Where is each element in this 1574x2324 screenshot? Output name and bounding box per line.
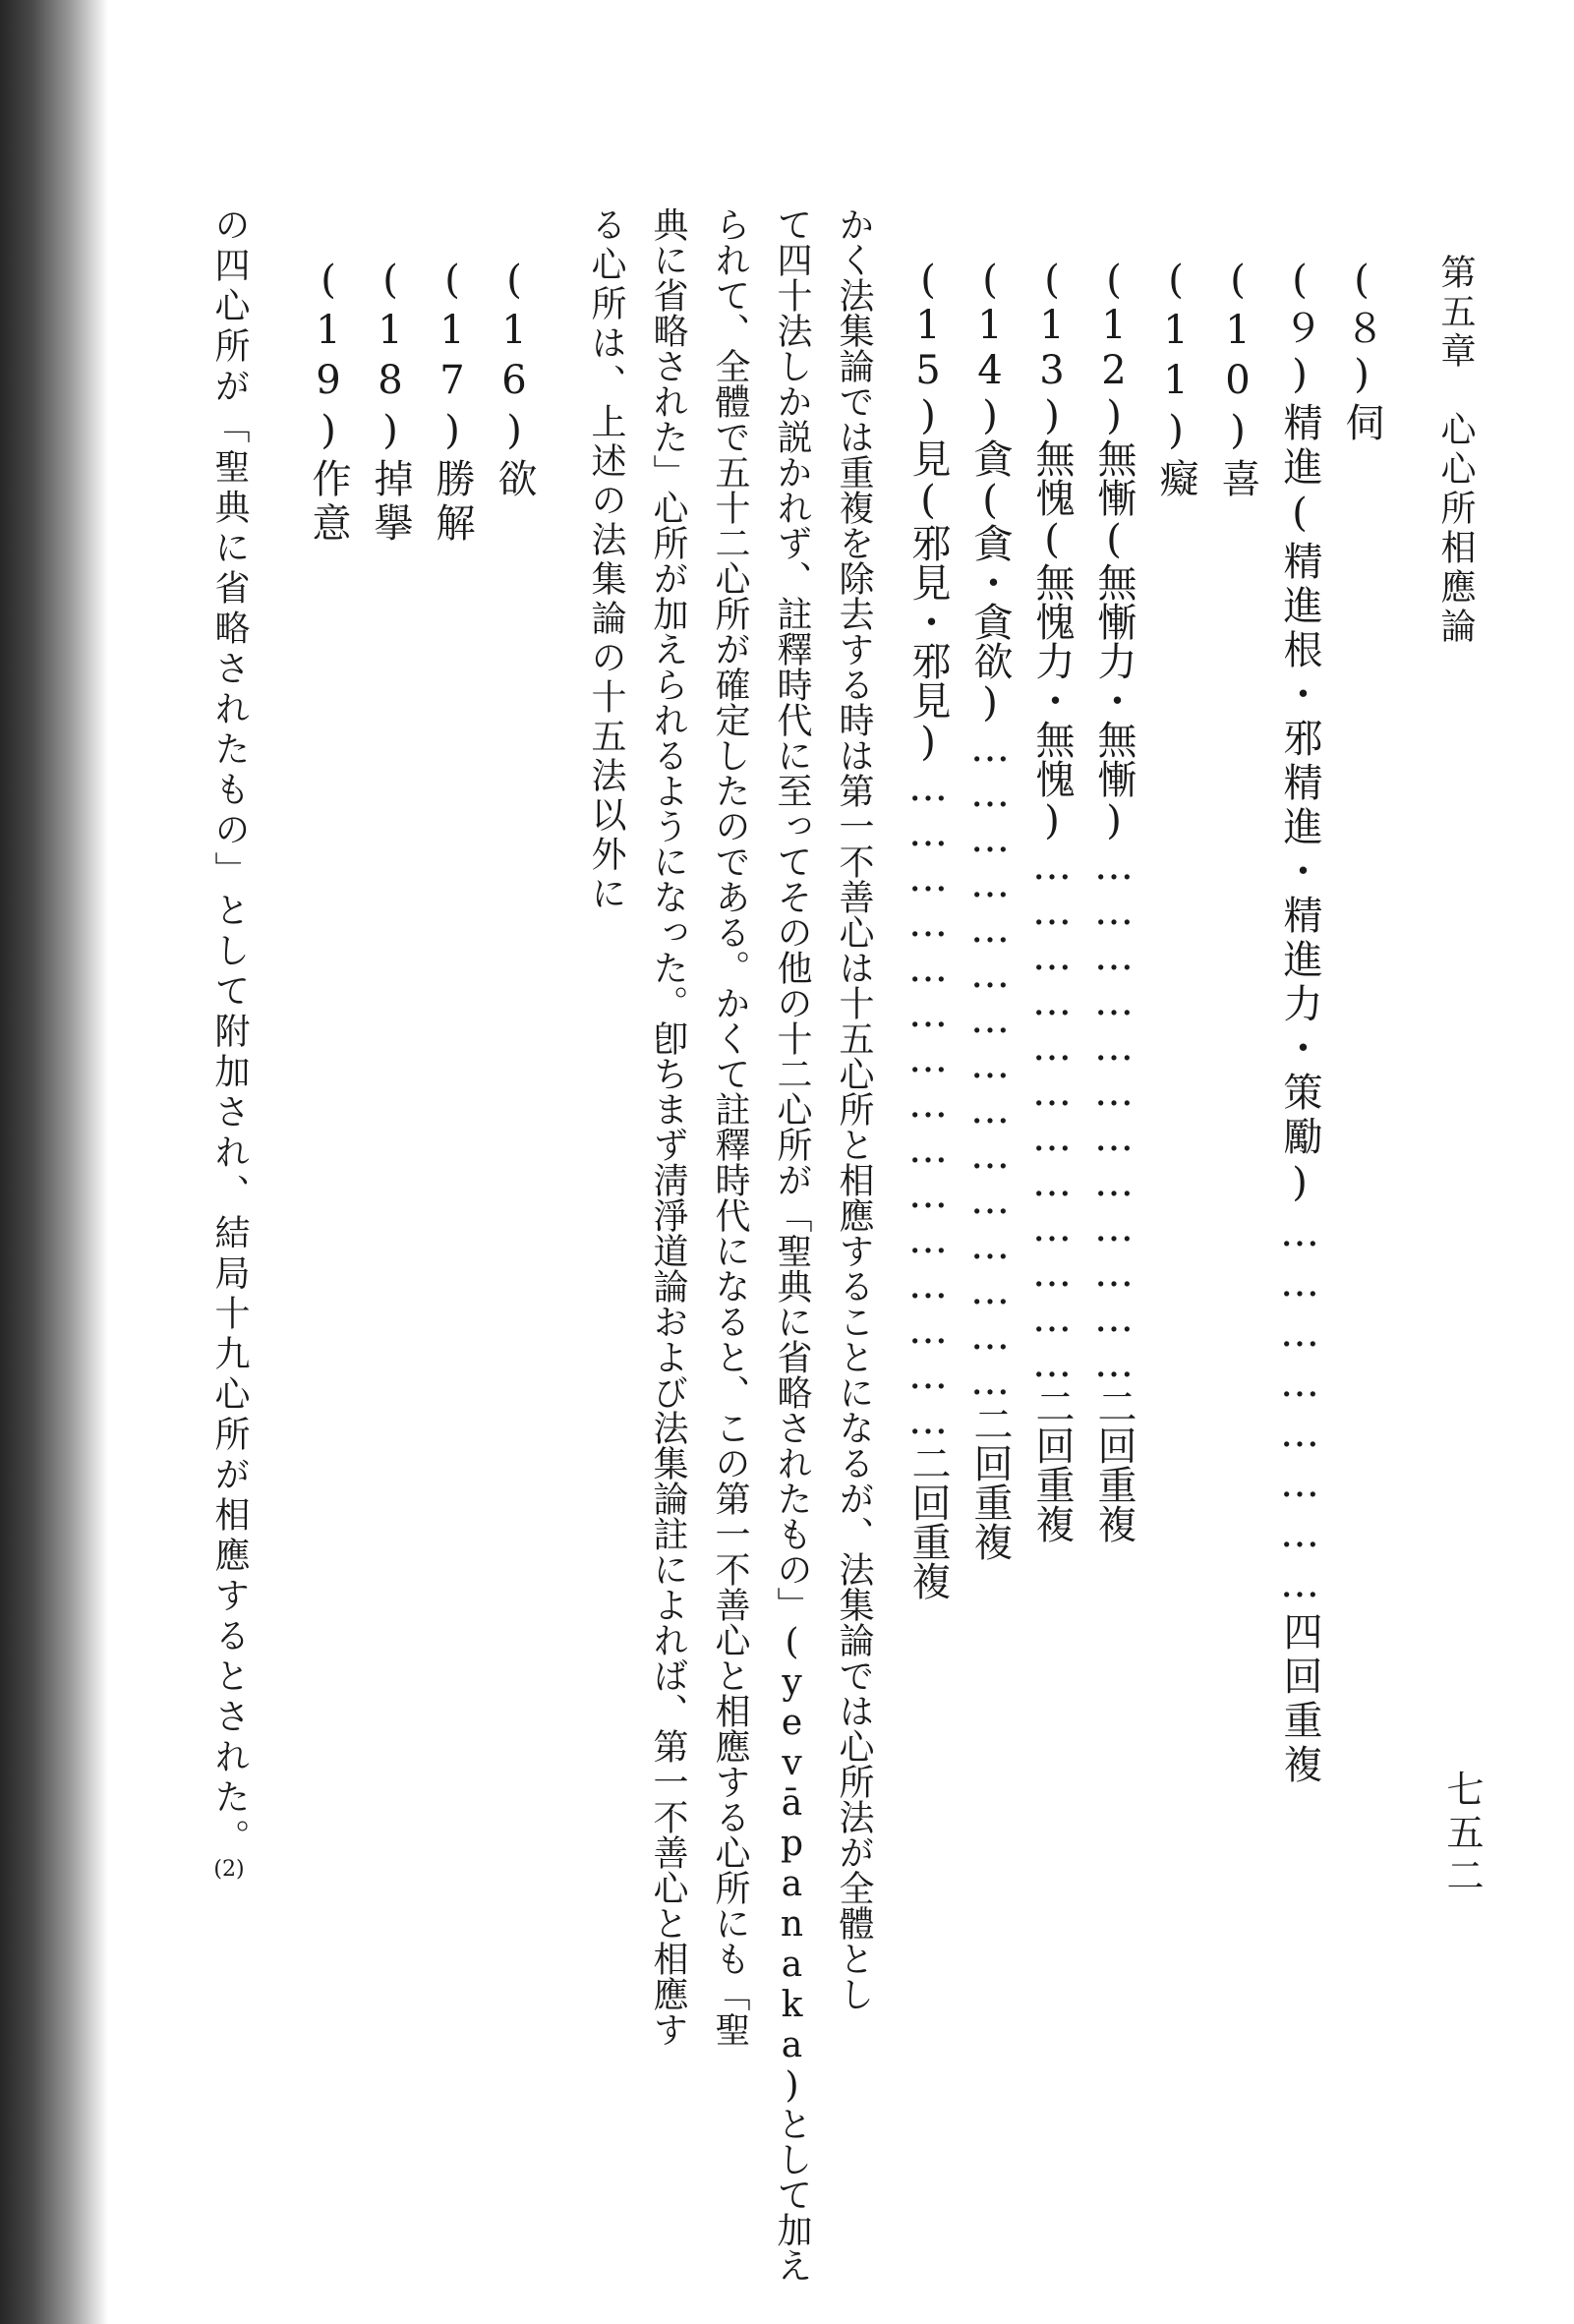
- paragraph-text: の四心所が「聖典に省略されたもの」として附加され、結局十九心所が相應するとされた。: [209, 206, 250, 1859]
- paragraph-line: て四十法しか説かれず、註釋時代に至ってその他の十二心所が「聖典に省略されたもの」(yevāpanaka)として加え: [772, 206, 812, 2283]
- paragraph-line: られて、全體で五十二心所が確定したのである。かくて註釋時代になると、この第一不善心と相應する心所にも「聖: [710, 206, 750, 2047]
- list-item: (８)伺: [1339, 258, 1384, 446]
- list-item: (11)癡: [1153, 258, 1198, 502]
- list-item: (14)貪(貪・貪欲)………………………………………二回重複: [967, 258, 1013, 1561]
- paragraph-line: 典に省略された」心所が加えられるようになった。卽ちまず淸淨道論および法集論註によれば、第一不善心と相應す: [648, 206, 688, 2047]
- list-item: (16)欲: [492, 258, 537, 502]
- list-item: (10)喜: [1215, 258, 1260, 502]
- paragraph-line: る心所は、上述の法集論の十五法以外に: [586, 206, 626, 914]
- list-item: (12)無慚(無慚力・無慚)………………………………二回重複: [1091, 258, 1137, 1543]
- list-item: (15)見(邪見・邪見)………………………………………二回重複: [905, 258, 951, 1600]
- list-item: (13)無愧(無愧力・無愧)………………………………二回重複: [1029, 258, 1075, 1543]
- page-number: 七五二: [1440, 1770, 1484, 1899]
- paragraph-line: かく法集論では重複を除去する時は第一不善心は十五心所と相應することになるが、法集論では心所法が全體とし: [834, 206, 874, 2011]
- chapter-header: 第五章 心心所相應論: [1435, 254, 1476, 647]
- list-item: (18)掉擧: [368, 258, 413, 547]
- scan-shadow: [0, 0, 108, 2324]
- list-item: (17)勝解: [430, 258, 475, 547]
- list-item: (19)作意: [306, 258, 351, 547]
- paragraph-line: [209, 206, 250, 1882]
- note-marker: (2): [213, 1857, 245, 1882]
- list-item: (９)精進(精進根・邪精進・精進力・策勵)……………………四回重複: [1277, 258, 1322, 1788]
